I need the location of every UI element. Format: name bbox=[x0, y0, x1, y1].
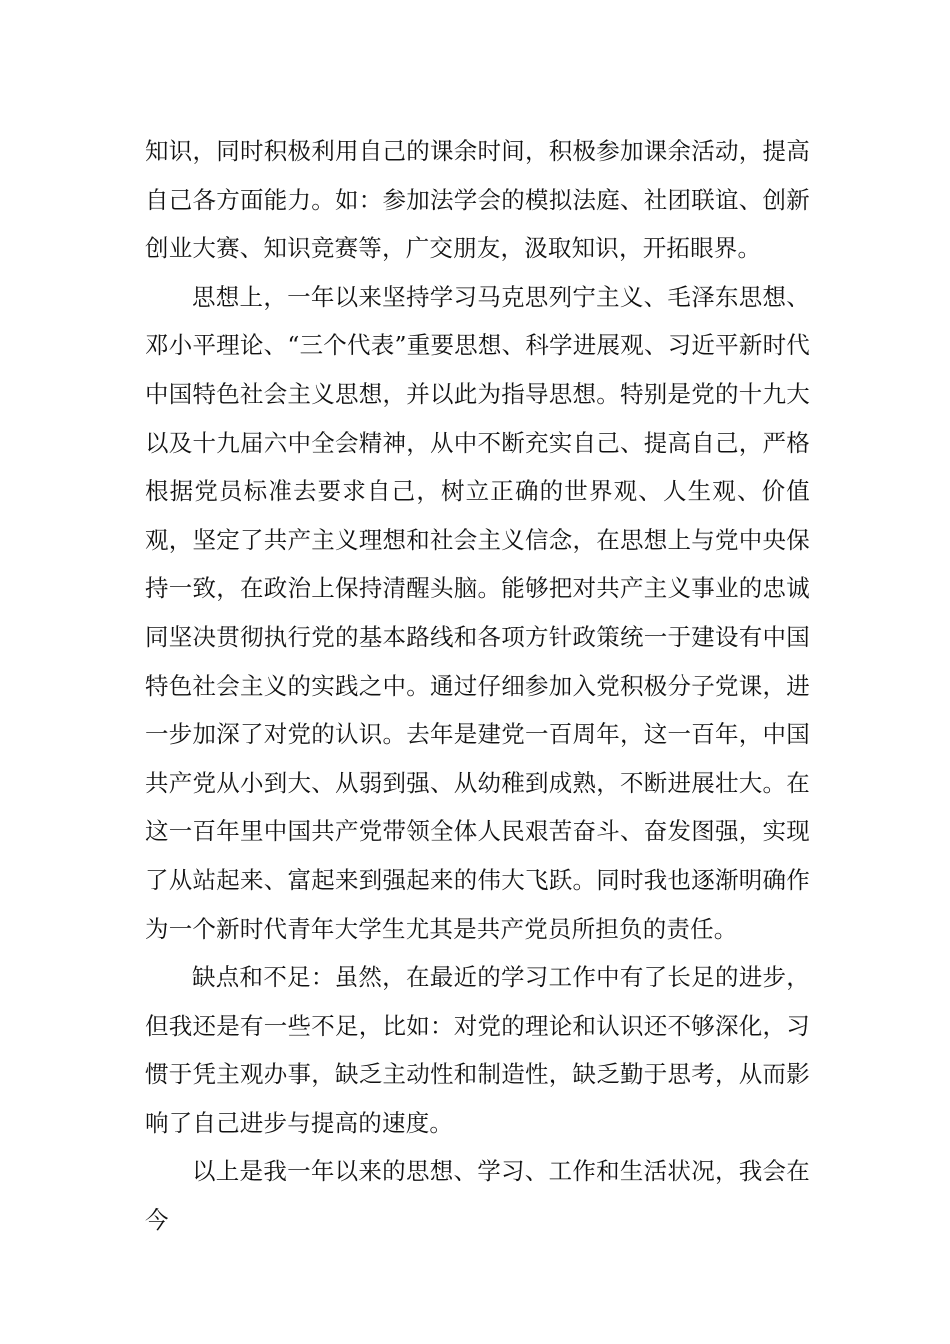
paragraph-summary: 以上是我一年以来的思想、学习、工作和生活状况，我会在今 bbox=[145, 1157, 810, 1235]
paragraph-shortcomings: 缺点和不足：虽然，在最近的学习工作中有了长足的进步，但我还是有一些不足，比如：对党的理论和认识还不够深化，习惯于凭主观办事，缺乏主动性和制造性，缺乏勤于思考，从而影响了自己进步与提高的速度。 bbox=[145, 963, 810, 1137]
paragraph-knowledge-continued: 知识，同时积极利用自己的课余时间，积极参加课余活动，提高自己各方面能力。如：参加法学会的模拟法庭、社团联谊、创新创业大赛、知识竞赛等，广交朋友，汲取知识，开拓眼界。 bbox=[145, 137, 810, 263]
document-body bbox=[145, 127, 810, 1245]
paragraph-ideology: 思想上，一年以来坚持学习马克思列宁主义、毛泽东思想、邓小平理论、“三个代表”重要思想、科学进展观、习近平新时代中国特色社会主义思想，并以此为指导思想。特别是党的十九大以及十九届六中全会精神，从中不断充实自己、提高自己，严格根据党员标准去要求自己，树立正确的世界观、人生观、价值观，坚定了共产主义理想和社会主义信念，在思想上与党中央保持一致，在政治上保持清醒头脑。能够把对共产主义事业的忠诚同坚决贯彻执行党的基本路线和各项方针政策统一于建设有中国特色社会主义的实践之中。通过仔细参加入党积极分子党课，进一步加深了对党的认识。去年是建党一百周年，这一百年，中国共产党从小到大、从弱到强、从幼稚到成熟，不断进展壮大。在这一百年里中国共产党带领全体人民艰苦奋斗、奋发图强，实现了从站起来、富起来到强起来的伟大飞跃。同时我也逐渐明确作为一个新时代青年大学生尤其是共产党员所担负的责任。 bbox=[145, 282, 810, 943]
